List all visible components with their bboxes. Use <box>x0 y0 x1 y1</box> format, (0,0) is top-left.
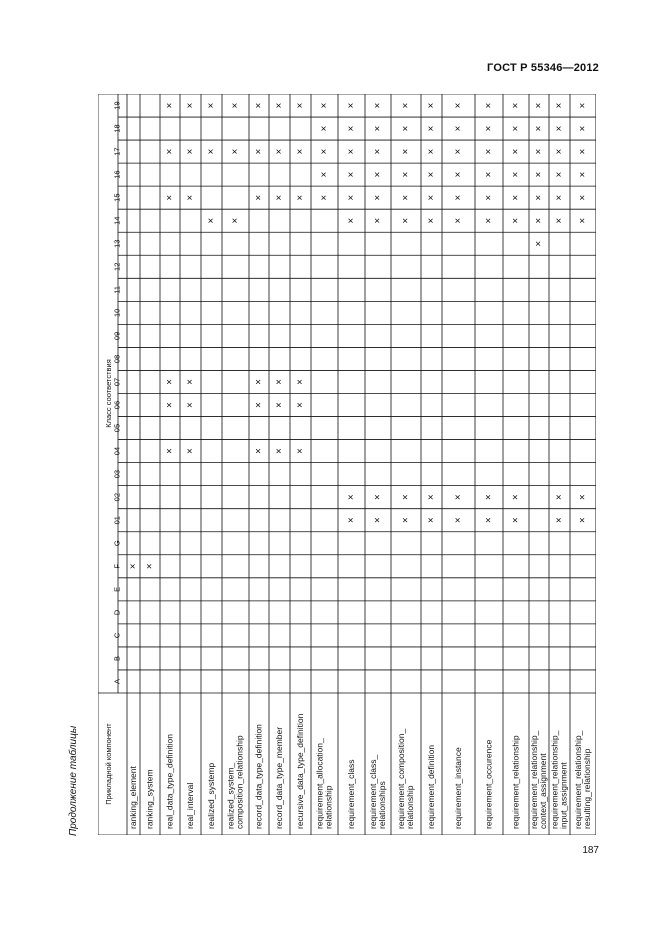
column-header-11: 11 <box>112 285 122 294</box>
row-label: ranking_element <box>127 766 138 829</box>
compliance-mark: × <box>319 148 331 155</box>
row-label: requirement_class_ <box>367 754 378 829</box>
column-header-03: 03 <box>112 469 122 479</box>
compliance-mark: × <box>554 517 566 524</box>
compliance-mark: × <box>426 494 438 501</box>
compliance-mark: × <box>453 171 465 178</box>
compliance-mark: × <box>483 494 495 501</box>
compliance-mark: × <box>453 148 465 155</box>
column-header-09: 09 <box>112 331 122 341</box>
row-label: requirement_instance <box>452 747 463 829</box>
compliance-mark: × <box>372 125 384 132</box>
table-continuation-caption: Продолжение таблицы <box>68 725 79 836</box>
column-header-08: 08 <box>112 354 122 364</box>
column-header-C: C <box>112 632 122 639</box>
compliance-mark: × <box>453 494 465 501</box>
compliance-mark: × <box>372 194 384 201</box>
compliance-mark: × <box>483 102 495 109</box>
compliance-mark: × <box>185 448 197 455</box>
compliance-mark: × <box>453 194 465 201</box>
compliance-mark: × <box>346 494 358 501</box>
compliance-mark: × <box>253 194 265 201</box>
compliance-mark: × <box>577 148 589 155</box>
column-header-A: A <box>112 678 122 684</box>
compliance-mark: × <box>426 194 438 201</box>
column-header-10: 10 <box>112 308 122 318</box>
compliance-mark: × <box>164 194 176 201</box>
column-header-D: D <box>112 609 122 616</box>
row-label: composition_relationship <box>234 735 245 829</box>
compliance-mark: × <box>426 125 438 132</box>
compliance-mark: × <box>295 148 307 155</box>
compliance-mark: × <box>533 125 545 132</box>
compliance-mark: × <box>577 517 589 524</box>
compliance-mark: × <box>554 171 566 178</box>
compliance-mark: × <box>554 148 566 155</box>
row-label: recursive_data_type_definition <box>294 713 305 829</box>
compliance-mark: × <box>453 125 465 132</box>
column-header-07: 07 <box>112 377 122 387</box>
compliance-mark: × <box>372 494 384 501</box>
row-label: requirement_relationship <box>510 735 521 829</box>
row-label: resulting_relationship <box>581 748 592 829</box>
column-header-05: 05 <box>112 423 122 433</box>
compliance-mark: × <box>426 102 438 109</box>
compliance-mark: × <box>206 217 218 224</box>
row-label: relationship <box>404 785 415 829</box>
compliance-mark: × <box>253 379 265 385</box>
compliance-mark: × <box>483 194 495 201</box>
row-label: context_assignment <box>537 753 548 829</box>
row-label: requirement_definition <box>425 744 436 829</box>
compliance-mark: × <box>230 102 242 109</box>
compliance-mark: × <box>185 379 197 385</box>
compliance-mark: × <box>510 125 522 132</box>
compliance-mark: × <box>483 217 495 224</box>
row-label: requirement_occurence <box>483 739 494 829</box>
row-label: requirement_relationship_ <box>572 730 583 829</box>
compliance-mark: × <box>230 148 242 155</box>
compliance-mark: × <box>400 125 412 132</box>
compliance-mark: × <box>554 102 566 109</box>
compliance-mark: × <box>372 171 384 178</box>
compliance-mark: × <box>400 517 412 524</box>
column-header-13: 13 <box>112 239 122 248</box>
compliance-mark: × <box>400 217 412 224</box>
row-label: real_interval <box>184 782 195 829</box>
column-header-B: B <box>112 655 122 661</box>
column-header-15: 15 <box>112 193 122 202</box>
compliance-table <box>98 94 596 835</box>
compliance-mark: × <box>533 102 545 109</box>
compliance-mark: × <box>274 448 286 455</box>
row-label: ranking_system <box>144 769 155 829</box>
compliance-mark: × <box>483 171 495 178</box>
compliance-mark: × <box>253 402 265 408</box>
compliance-mark: × <box>230 217 242 224</box>
column-header-F: F <box>112 563 122 569</box>
compliance-mark: × <box>400 194 412 201</box>
compliance-mark: × <box>346 217 358 224</box>
compliance-mark: × <box>577 102 589 109</box>
column-header-02: 02 <box>112 493 122 502</box>
compliance-mark: × <box>554 217 566 224</box>
compliance-mark: × <box>577 125 589 132</box>
compliance-mark: × <box>295 402 307 408</box>
compliance-mark: × <box>483 148 495 155</box>
compliance-mark: × <box>453 102 465 109</box>
compliance-mark: × <box>400 148 412 155</box>
compliance-mark: × <box>295 194 307 201</box>
compliance-mark: × <box>554 194 566 201</box>
compliance-mark: × <box>554 494 566 501</box>
column-header-19: 19 <box>112 101 122 110</box>
page-number: 187 <box>582 845 599 856</box>
compliance-mark: × <box>577 171 589 178</box>
compliance-mark: × <box>295 102 307 109</box>
column-header-14: 14 <box>112 216 122 225</box>
compliance-mark: × <box>253 148 265 155</box>
compliance-mark: × <box>128 563 140 570</box>
column-header-06: 06 <box>112 400 122 410</box>
compliance-mark: × <box>372 517 384 524</box>
compliance-mark: × <box>510 102 522 109</box>
row-label: relationships <box>376 781 387 829</box>
row-label: realized_systemp <box>205 762 216 829</box>
compliance-mark: × <box>164 448 176 455</box>
compliance-mark: × <box>295 448 307 455</box>
row-label: input_assignment <box>558 762 569 829</box>
compliance-mark: × <box>346 125 358 132</box>
compliance-mark: × <box>295 379 307 385</box>
compliance-mark: × <box>400 494 412 501</box>
compliance-mark: × <box>164 402 176 408</box>
compliance-mark: × <box>346 102 358 109</box>
compliance-mark: × <box>533 148 545 155</box>
compliance-mark: × <box>319 102 331 109</box>
compliance-mark: × <box>164 379 176 385</box>
compliance-mark: × <box>185 194 197 201</box>
compliance-mark: × <box>206 102 218 109</box>
column-header-17: 17 <box>112 147 122 156</box>
compliance-mark: × <box>577 494 589 501</box>
row-label: requirement_composition_ <box>395 728 406 829</box>
compliance-mark: × <box>510 517 522 524</box>
compliance-mark: × <box>185 402 197 408</box>
compliance-mark: × <box>185 148 197 155</box>
compliance-mark: × <box>185 102 197 109</box>
compliance-mark: × <box>533 240 545 247</box>
column-header-18: 18 <box>112 124 122 133</box>
column-header-16: 16 <box>112 170 122 179</box>
compliance-mark: × <box>400 102 412 109</box>
compliance-mark: × <box>426 517 438 524</box>
compliance-mark: × <box>554 125 566 132</box>
compliance-mark: × <box>274 402 286 408</box>
component-header: Прикладной компонент <box>103 723 113 805</box>
compliance-mark: × <box>577 217 589 224</box>
compliance-mark: × <box>372 217 384 224</box>
row-label: requirement_relationship_ <box>528 730 539 829</box>
compliance-mark: × <box>274 194 286 201</box>
compliance-mark: × <box>253 102 265 109</box>
row-label: record_data_type_member <box>273 726 284 829</box>
column-header-04: 04 <box>112 446 122 456</box>
compliance-mark: × <box>319 125 331 132</box>
column-header-G: G <box>112 540 122 547</box>
compliance-mark: × <box>372 148 384 155</box>
compliance-mark: × <box>346 194 358 201</box>
compliance-mark: × <box>372 102 384 109</box>
compliance-mark: × <box>319 194 331 201</box>
class-group-header: Класс соответствия <box>103 359 113 428</box>
compliance-mark: × <box>206 148 218 155</box>
compliance-mark: × <box>274 102 286 109</box>
column-header-01: 01 <box>112 516 122 525</box>
row-label: record_data_type_definition <box>253 724 264 829</box>
compliance-mark: × <box>253 448 265 455</box>
compliance-mark: × <box>144 563 156 570</box>
row-label: relationship <box>323 785 334 829</box>
compliance-mark: × <box>483 125 495 132</box>
compliance-mark: × <box>164 148 176 155</box>
compliance-mark: × <box>274 148 286 155</box>
compliance-mark: × <box>483 517 495 524</box>
column-header-12: 12 <box>112 262 122 271</box>
row-label: real_data_type_definition <box>164 734 175 829</box>
compliance-mark: × <box>164 102 176 109</box>
compliance-mark: × <box>453 217 465 224</box>
compliance-mark: × <box>319 171 331 178</box>
compliance-mark: × <box>510 217 522 224</box>
row-label: requirement_class <box>345 759 356 829</box>
compliance-mark: × <box>346 171 358 178</box>
compliance-mark: × <box>426 171 438 178</box>
compliance-mark: × <box>510 194 522 201</box>
compliance-mark: × <box>274 379 286 385</box>
compliance-mark: × <box>346 517 358 524</box>
compliance-mark: × <box>453 517 465 524</box>
compliance-mark: × <box>533 171 545 178</box>
row-label: requirement_relationship_ <box>549 730 560 829</box>
compliance-mark: × <box>510 148 522 155</box>
row-label: requirement_allocation_ <box>314 738 325 829</box>
compliance-mark: × <box>426 148 438 155</box>
compliance-mark: × <box>510 494 522 501</box>
compliance-mark: × <box>533 217 545 224</box>
compliance-mark: × <box>533 194 545 201</box>
column-header-E: E <box>112 586 122 592</box>
row-label: realized_system_ <box>225 762 236 829</box>
compliance-mark: × <box>346 148 358 155</box>
compliance-mark: × <box>400 171 412 178</box>
compliance-mark: × <box>577 194 589 201</box>
compliance-mark: × <box>426 217 438 224</box>
compliance-mark: × <box>510 171 522 178</box>
standard-header: ГОСТ Р 55346—2012 <box>487 62 599 74</box>
